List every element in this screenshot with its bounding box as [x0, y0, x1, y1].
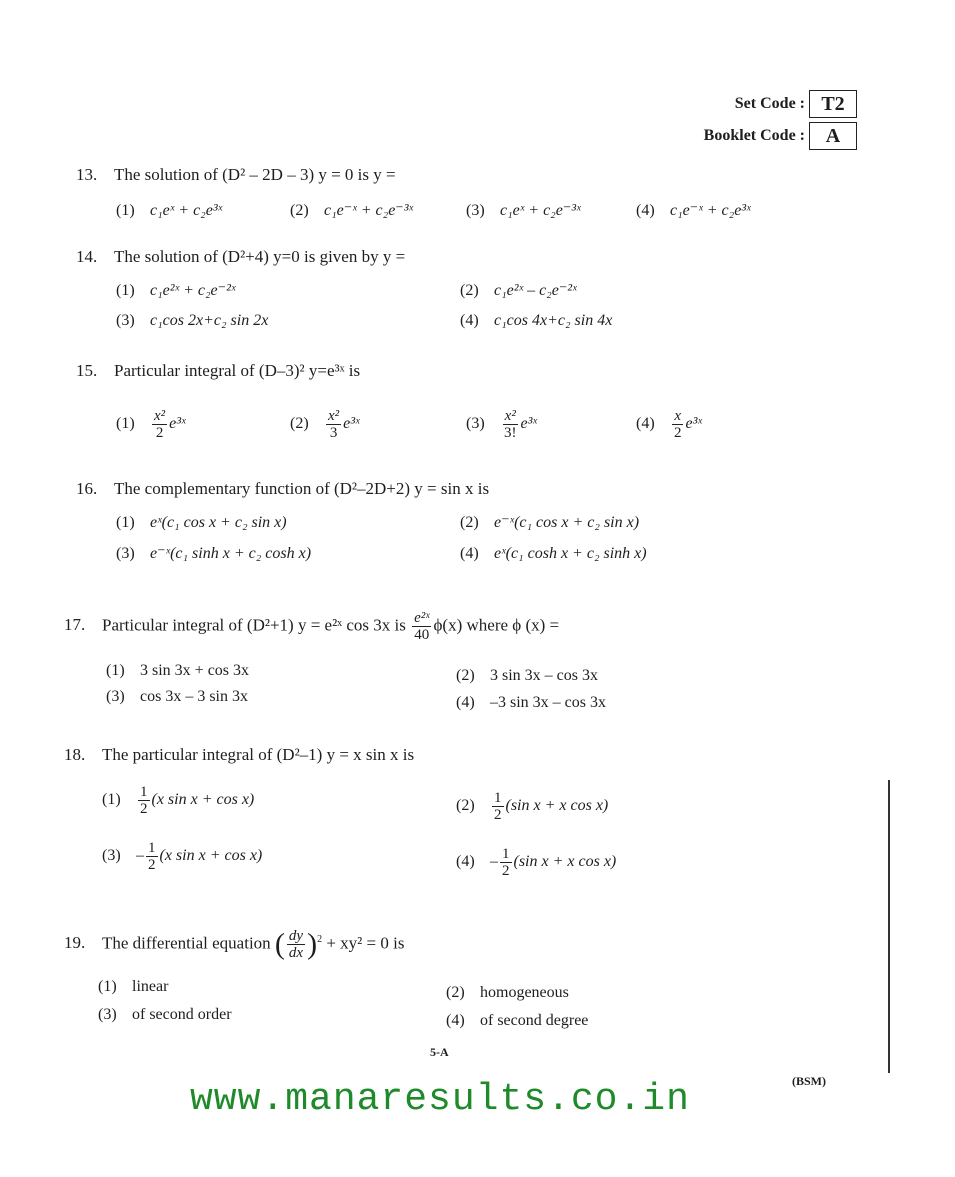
question-18 [64, 744, 414, 766]
option: (3) – $\frac{1}{2}$ (x sin x + cos x) [102, 840, 263, 873]
question-text: The complementary function of (D²–2D+2) y = sin x is [114, 479, 490, 498]
option: (1) 3 sin 3x + cos 3x [106, 662, 250, 679]
option: (2) $\frac{\text{x²}}{3}$ e³ˣ [290, 408, 360, 441]
option: (1) eˣ(c₁ cos x + c₂ sin x) [116, 514, 287, 531]
question-number: 15. [76, 361, 98, 380]
option: (4) of second degree [446, 1012, 589, 1029]
option: (3) cos 3x – 3 sin 3x [106, 688, 248, 705]
fraction: $\frac{1}{2}$ [140, 784, 148, 817]
option: (2) c₁e⁻ˣ + c₂e⁻³ˣ [290, 202, 414, 219]
question-text: Particular integral of (D²+1) y = e²ˣ cos 3x is [102, 615, 406, 635]
header-codes [704, 88, 857, 152]
question-text: The solution of (D² – 2D – 3) y = 0 is y = [114, 165, 396, 184]
booklet-code-row [704, 120, 857, 152]
option: (2) c₁e²ˣ – c₂e⁻²ˣ [460, 282, 577, 299]
watermark-url[interactable]: www.manaresults.co.in [190, 1078, 690, 1121]
question-text: Particular integral of (D–3)² y=e³ˣ is [114, 361, 361, 380]
question-14 [76, 246, 405, 268]
fraction: $\frac{1}{2}$ [494, 790, 502, 823]
option: (1) c₁eˣ + c₂e³ˣ [116, 202, 223, 219]
option: (3) e⁻ˣ(c₁ sinh x + c₂ cosh x) [116, 545, 312, 562]
option: (2) homogeneous [446, 984, 569, 1001]
question-text-tail: + xy² = 0 is [326, 933, 405, 953]
fraction: $\frac{1}{2}$ [502, 846, 510, 879]
question-number: 18. [64, 745, 86, 764]
fraction: $\frac{\text{x²}}{2}$ [154, 408, 166, 441]
question-text: The particular integral of (D²–1) y = x sin x is [102, 745, 415, 764]
set-code-value: T2 [809, 90, 857, 118]
margin-line [888, 780, 890, 1073]
option: (2) 3 sin 3x – cos 3x [456, 667, 598, 684]
exponent: 2 [317, 933, 323, 945]
option: (4) – $\frac{1}{2}$ (sin x + x cos x) [456, 846, 617, 879]
question-text-tail: ϕ(x) where ϕ (x) = [433, 615, 560, 635]
booklet-code-label: Booklet Code : [703, 127, 805, 144]
fraction: $\frac{\text{x²}}{3!}$ [504, 408, 517, 441]
option: (1) linear [98, 978, 169, 995]
option: (4) c₁e⁻ˣ + c₂e³ˣ [636, 202, 751, 219]
option: (3) of second order [98, 1006, 232, 1023]
option: (4) –3 sin 3x – cos 3x [456, 694, 606, 711]
question-13 [76, 164, 396, 186]
question-number: 17. [64, 615, 86, 635]
page-code: 5-A [430, 1045, 449, 1059]
option: (1) $\frac{1}{2}$ (x sin x + cos x) [102, 784, 255, 817]
option: (2) e⁻ˣ(c₁ cos x + c₂ sin x) [460, 514, 640, 531]
option: (4) $\frac{x}{2}$ e³ˣ [636, 408, 702, 441]
option: (3) $\frac{\text{x²}}{3!}$ e³ˣ [466, 408, 537, 441]
option: (4) c₁cos 4x+c₂ sin 4x [460, 312, 613, 329]
question-number: 16. [76, 479, 98, 498]
set-code-label: Set Code : [734, 95, 805, 112]
paren-close: ) [307, 927, 318, 961]
fraction: $\frac{dy}{dx}$ [288, 928, 304, 961]
question-text: The differential equation [102, 933, 271, 953]
question-text: The solution of (D²+4) y=0 is given by y = [114, 247, 406, 266]
question-number: 14. [76, 247, 98, 266]
paren-open: ( [274, 927, 285, 961]
subject-code: (BSM) [792, 1074, 826, 1088]
set-code-row [704, 88, 857, 120]
question-19 [64, 928, 404, 961]
booklet-code-value: A [809, 122, 857, 150]
question-number: 13. [76, 165, 98, 184]
question-16 [76, 478, 489, 500]
option: (1) $\frac{\text{x²}}{2}$ e³ˣ [116, 408, 186, 441]
question-17 [64, 610, 559, 643]
fraction: $\frac{\text{e²ˣ}}{40}$ [414, 610, 430, 643]
fraction: $\frac{x}{2}$ [674, 408, 682, 441]
fraction: $\frac{\text{x²}}{3}$ [328, 408, 340, 441]
option: (3) c₁cos 2x+c₂ sin 2x [116, 312, 269, 329]
question-number: 19. [64, 933, 86, 953]
option: (4) eˣ(c₁ cosh x + c₂ sinh x) [460, 545, 647, 562]
option: (2) $\frac{1}{2}$ (sin x + x cos x) [456, 790, 609, 823]
option: (3) c₁eˣ + c₂e⁻³ˣ [466, 202, 581, 219]
option: (1) c₁e²ˣ + c₂e⁻²ˣ [116, 282, 236, 299]
question-15 [76, 360, 360, 382]
fraction: $\frac{1}{2}$ [148, 840, 156, 873]
